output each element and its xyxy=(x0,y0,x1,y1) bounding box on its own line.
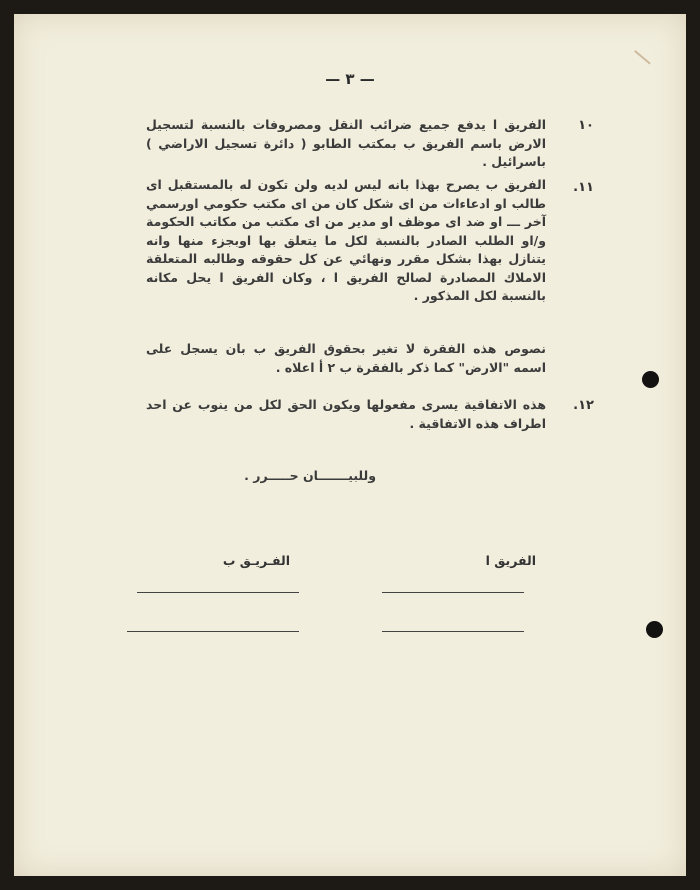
clause-10-text: الفريق ا يدفع جميع ضرائب النقل ومصروفات بالنسبة لتسجيل الارض باسم الفريق ب بمكتب الطابو ( دائرة تسجيل الاراضي ) باسرائيل . xyxy=(146,117,546,169)
signoff-statement: وللبيـــــــان حـــــرر . xyxy=(244,468,376,483)
clause-number-11: ١١. xyxy=(573,180,594,195)
clause-12-text: هذه الاتفاقية يسرى مفعولها ويكون الحق لكل من ينوب عن احد اطراف هذه الاتفاقية . xyxy=(146,397,546,431)
clause-11-text: الفريق ب يصرح بهذا بانه ليس لديه ولن تكون له بالمستقبل اى طالب او ادعاءات من اى شكل كان من اى مكتب حكومي اورسمي آخر ـــ او ضد اى موظف او مدير من اى مكتب من مكاتب الحكومة و/او الطلب الصادر بالنسبة لكل ما يتعلق بها اوبجزء منها وانه يتنازل بهذا بشكل مقرر ونهائي عن كل حقوقه وطالبه المتعلقة الاملاك المصادرة لصالح الفريق ا ، وكان الفريق ا يحل مكانه بالنسبة لكل المذكور . xyxy=(146,177,546,303)
clause-number-10: ١٠ xyxy=(578,118,594,133)
page-number: — ٣ — xyxy=(325,70,375,88)
punch-hole-top xyxy=(642,371,659,388)
party-a-signature-line xyxy=(382,592,524,593)
clause-11-note-text: نصوص هذه الفقرة لا تغير بحقوق الفريق ب بان يسجل على اسمه "الارض" كما ذكر بالفقرة ب ٢ أ اعلاه . xyxy=(146,341,546,375)
party-a-signature-line-2 xyxy=(382,631,524,632)
clause-number-12: ١٢. xyxy=(573,398,594,413)
party-a-label: الفريق ا xyxy=(485,553,536,568)
party-b-signature-line-2 xyxy=(127,631,299,632)
party-b-label: الفـريـق ب xyxy=(222,553,290,568)
punch-hole-bottom xyxy=(646,621,663,638)
party-b-signature-line xyxy=(137,592,299,593)
document-page xyxy=(14,14,686,876)
